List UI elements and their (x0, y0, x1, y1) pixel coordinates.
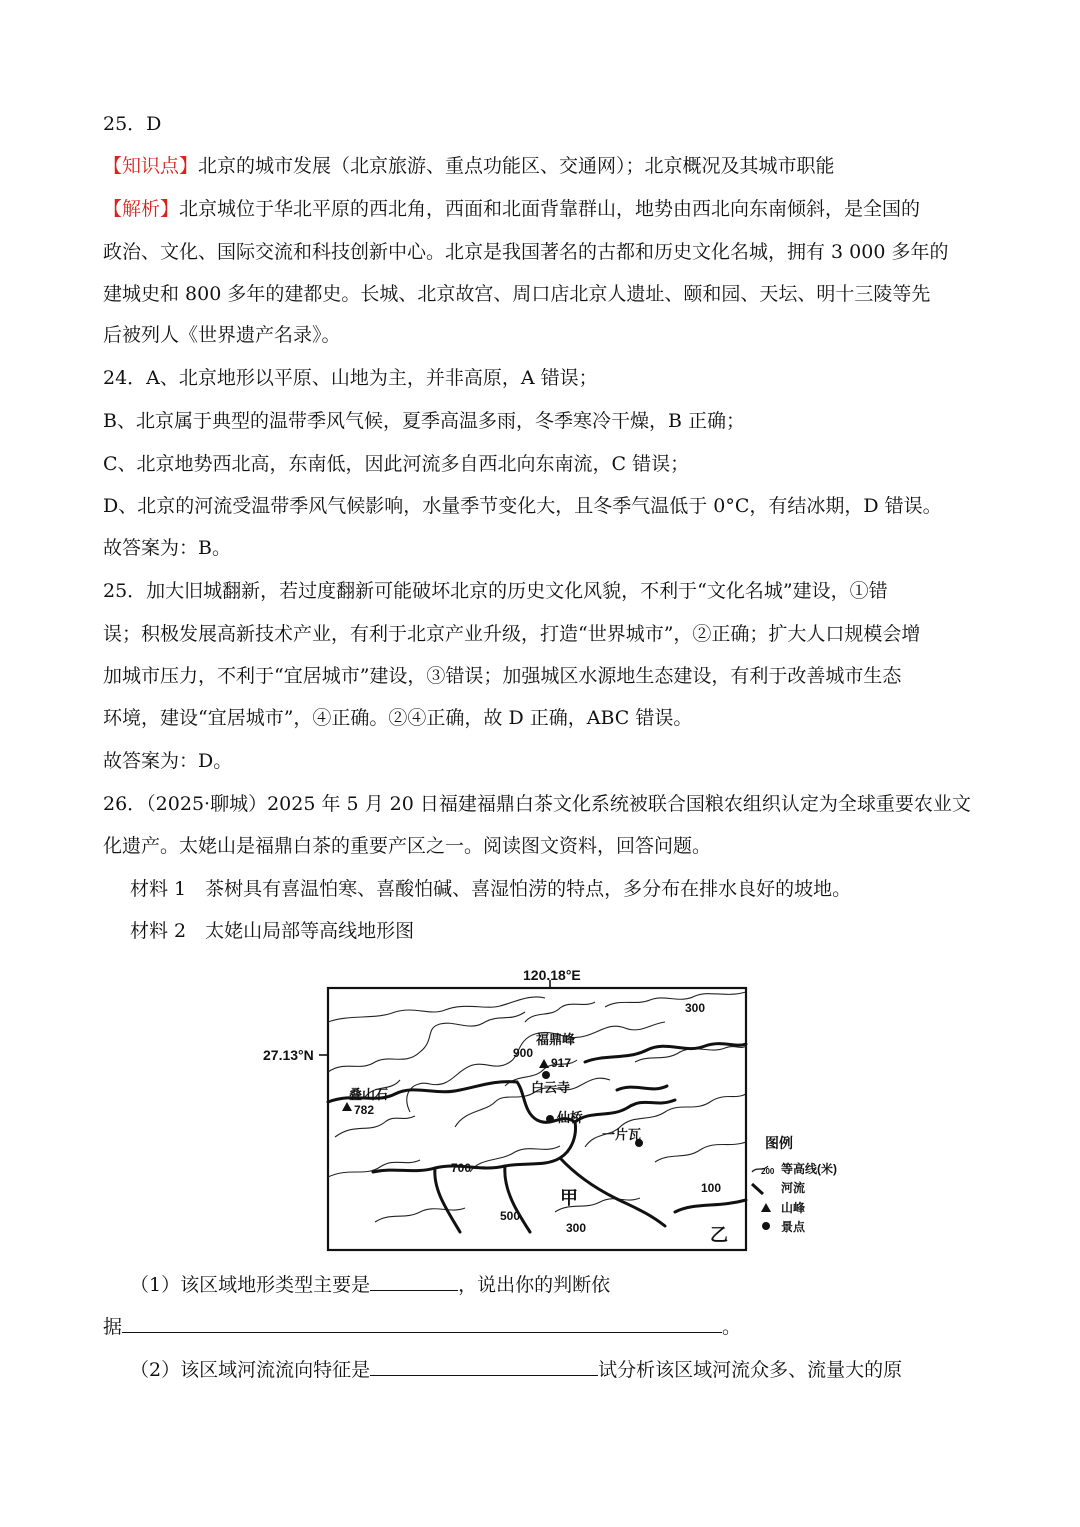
latitude-label: 27.13°N (263, 1047, 314, 1063)
peak-name-dieshanshi: 叠山石 (349, 1087, 389, 1102)
analysis-line-2: 政治、文化、国际交流和科技创新中心。北京是我国著名的古都和历史文化名城，拥有 3 000 多年的 (103, 241, 949, 263)
contour-label-900: 900 (513, 1046, 534, 1060)
question-26-line-2: 化遗产。太姥山是福鼎白茶的重要产区之一。阅读图文资料，回答问题。 (103, 835, 712, 857)
legend-spot: 景点 (781, 1220, 806, 1234)
answer-25-final: 故答案为：D。 (103, 750, 233, 772)
knowledge-text: 北京的城市发展（北京旅游、重点功能区、交通网）；北京概况及其城市职能 (198, 155, 835, 177)
analysis-line-1 (103, 196, 920, 222)
question-2-continued: 试分析该区域河流众多、流量大的原 (598, 1359, 903, 1381)
question-1 (130, 1272, 610, 1298)
contour-label-500: 500 (500, 1209, 521, 1223)
question-1-ju: 据 (103, 1316, 123, 1338)
contour-label-700: 700 (451, 1161, 472, 1175)
analysis-tag: 【解析】 (103, 198, 180, 220)
legend-contour-sample: 200 (761, 1167, 775, 1176)
answer-blank-terrain[interactable] (370, 1272, 458, 1291)
legend-peak: 山峰 (781, 1201, 806, 1215)
point-jia: 甲 (560, 1188, 578, 1208)
knowledge-point (103, 153, 835, 179)
answer-24-final: 故答案为：B。 (103, 537, 231, 559)
question-1-continued: ，说出你的判断依 (458, 1274, 611, 1296)
answer-blank-flow[interactable] (370, 1357, 598, 1376)
question-26-line-1: 26．（2025·聊城）2025 年 5 月 20 日福建福鼎白茶文化系统被联合国粮农组织认定为全球重要农业文 (103, 793, 971, 815)
analysis-line-4: 后被列人《世界遗产名录》。 (103, 324, 341, 346)
question-1-prompt: （1）该区域地形类型主要是 (130, 1274, 371, 1296)
answer-25: 25．D (103, 113, 162, 135)
legend-contour: 等高线(米) (781, 1162, 837, 1176)
spot-yipianwa: 一片瓦 (602, 1127, 642, 1142)
answer-blank-reason[interactable] (122, 1314, 722, 1333)
contour-label-300-bottom: 300 (566, 1221, 587, 1235)
question-2-prompt: （2）该区域河流流向特征是 (130, 1359, 371, 1381)
answer-24-d: D、北京的河流受温带季风气候影响，水量季节变化大，且冬季气温低于 0°C，有结冰期，D 错误。 (103, 495, 942, 517)
longitude-label: 120.18°E (523, 967, 581, 983)
contour-label-300-top: 300 (685, 1001, 706, 1015)
legend-title: 图例 (765, 1135, 793, 1151)
spot-baiyun-temple: 白云寺 (531, 1080, 571, 1095)
question-1-period: 。 (722, 1316, 742, 1338)
contour-label-100: 100 (701, 1181, 722, 1195)
answer-25-line-4: 环境，建设“宜居城市”，④正确。②④正确，故 D 正确，ABC 错误。 (103, 707, 693, 729)
answer-24-c: C、北京地势西北高，东南低，因此河流多自西北向东南流，C 错误； (103, 453, 690, 475)
knowledge-tag: 【知识点】 (103, 155, 199, 177)
peak-elev-fuding: 917 (551, 1056, 572, 1070)
question-2 (130, 1357, 902, 1383)
peak-name-fuding: 福鼎峰 (536, 1032, 576, 1047)
question-1-line-2 (103, 1314, 741, 1340)
legend-river: 河流 (781, 1181, 806, 1195)
contour-map (255, 962, 865, 1252)
peak-elev-dieshanshi: 782 (354, 1103, 375, 1117)
material-1: 材料 1 茶树具有喜温怕寒、喜酸怕碱、喜湿怕涝的特点，多分布在排水良好的坡地。 (130, 878, 852, 900)
answer-25-line-2: 误；积极发展高新技术产业，有利于北京产业升级，打造“世界城市”，②正确；扩大人口规模会增 (103, 623, 921, 645)
answer-25-line-1: 25．加大旧城翻新，若过度翻新可能破坏北京的历史文化风貌，不利于“文化名城”建设，①错 (103, 580, 888, 602)
answer-24-b: B、北京属于典型的温带季风气候，夏季高温多雨，冬季寒冷干燥，B 正确； (103, 410, 745, 432)
answer-25-line-3: 加城市压力，不利于“宜居城市”建设，③错误；加强城区水源地生态建设，有利于改善城市生态 (103, 665, 902, 687)
material-2: 材料 2 太姥山局部等高线地形图 (130, 920, 415, 942)
spot-xianqiao: 仙桥 (557, 1110, 584, 1125)
map-legend (752, 1135, 837, 1234)
analysis-line-3: 建城史和 800 多年的建都史。长城、北京故宫、周口店北京人遗址、颐和园、天坛、明十三陵等先 (103, 283, 931, 305)
analysis-text: 北京城位于华北平原的西北角，西面和北面背靠群山，地势由西北向东南倾斜，是全国的 (179, 198, 921, 220)
point-yi: 乙 (710, 1225, 728, 1245)
answer-24-a: 24．A、北京地形以平原、山地为主，并非高原，A 错误； (103, 367, 598, 389)
